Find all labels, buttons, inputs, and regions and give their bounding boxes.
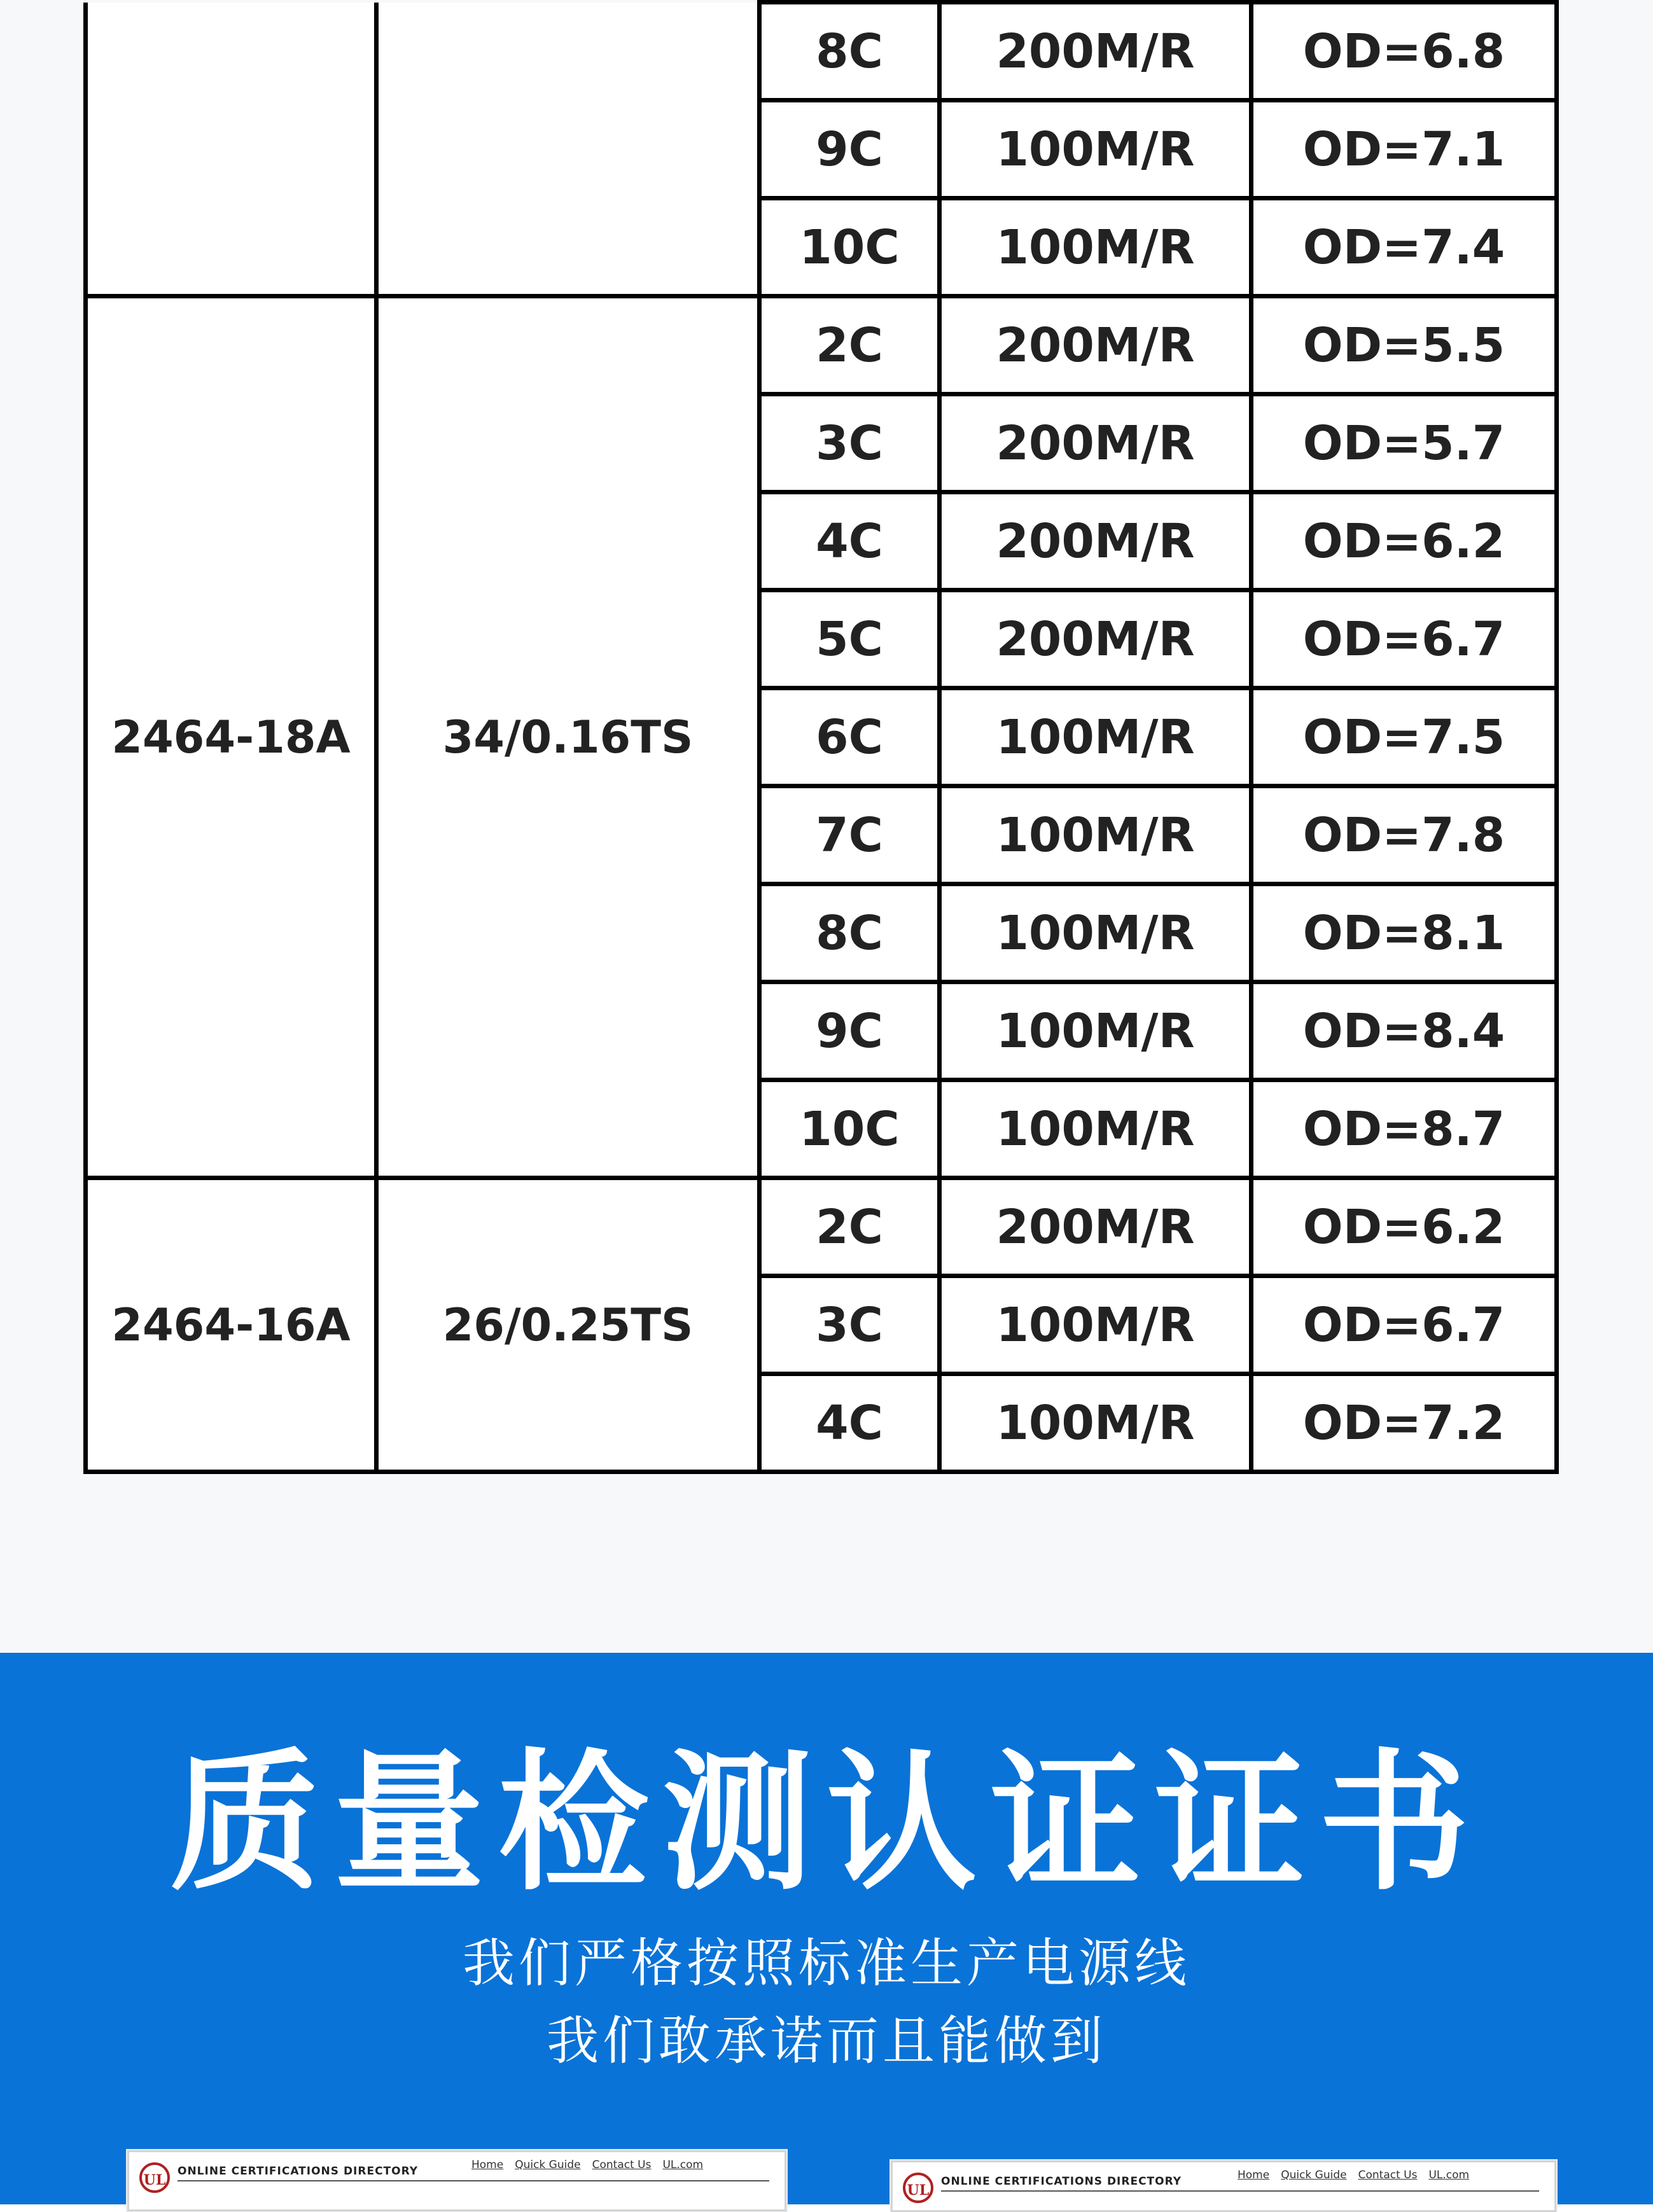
od-cell: OD=8.4 bbox=[1252, 982, 1557, 1080]
cores-cell: 4C bbox=[760, 492, 940, 590]
table-row bbox=[86, 296, 1557, 394]
od-cell: OD=8.7 bbox=[1252, 1080, 1557, 1178]
cores-cell: 6C bbox=[760, 688, 940, 786]
ul-logo-icon: UL bbox=[139, 2162, 170, 2193]
certificate-header-title: ONLINE CERTIFICATIONS DIRECTORY bbox=[941, 2175, 1182, 2188]
cores-cell: 9C bbox=[760, 982, 940, 1080]
od-cell: OD=7.4 bbox=[1252, 198, 1557, 296]
cores-cell: 2C bbox=[760, 1178, 940, 1276]
od-cell: OD=6.8 bbox=[1252, 3, 1557, 101]
length-cell: 200M/R bbox=[940, 3, 1252, 101]
od-cell: OD=6.2 bbox=[1252, 1178, 1557, 1276]
cores-cell: 3C bbox=[760, 1276, 940, 1374]
od-cell: OD=8.1 bbox=[1252, 884, 1557, 982]
conductor-cell: 26/0.25TS bbox=[377, 1178, 760, 1472]
length-cell: 100M/R bbox=[940, 786, 1252, 884]
cores-cell: 9C bbox=[760, 101, 940, 198]
od-cell: OD=6.7 bbox=[1252, 590, 1557, 688]
nav-link-ul-com[interactable]: UL.com bbox=[662, 2159, 704, 2171]
length-cell: 100M/R bbox=[940, 1276, 1252, 1374]
length-cell: 100M/R bbox=[940, 101, 1252, 198]
cores-cell: 7C bbox=[760, 786, 940, 884]
length-cell: 100M/R bbox=[940, 982, 1252, 1080]
nav-link-contact-us[interactable]: Contact Us bbox=[592, 2159, 652, 2171]
cable-spec-table bbox=[83, 0, 1559, 1474]
certificate-nav bbox=[471, 2159, 703, 2171]
model-cell: 2464-18A bbox=[86, 296, 377, 1178]
certificate-thumbnail-left[interactable] bbox=[127, 2150, 786, 2211]
od-cell: OD=7.2 bbox=[1252, 1374, 1557, 1472]
ul-logo-icon: UL bbox=[903, 2173, 933, 2203]
length-cell: 100M/R bbox=[940, 1374, 1252, 1472]
od-cell: OD=6.7 bbox=[1252, 1276, 1557, 1374]
certificate-header-rule bbox=[178, 2180, 769, 2181]
length-cell: 200M/R bbox=[940, 492, 1252, 590]
model-cell: 2464-16A bbox=[86, 1178, 377, 1472]
nav-link-quick-guide[interactable]: Quick Guide bbox=[1281, 2169, 1347, 2181]
certification-banner bbox=[0, 1653, 1653, 2204]
table-body bbox=[86, 3, 1557, 1472]
nav-link-home[interactable]: Home bbox=[1238, 2169, 1270, 2181]
conductor-cell: 34/0.16TS bbox=[377, 296, 760, 1178]
cores-cell: 10C bbox=[760, 198, 940, 296]
model-cell bbox=[86, 3, 377, 296]
length-cell: 200M/R bbox=[940, 1178, 1252, 1276]
certificate-header-title: ONLINE CERTIFICATIONS DIRECTORY bbox=[178, 2165, 419, 2178]
nav-link-ul-com[interactable]: UL.com bbox=[1428, 2169, 1470, 2181]
nav-link-contact-us[interactable]: Contact Us bbox=[1358, 2169, 1418, 2181]
cores-cell: 3C bbox=[760, 394, 940, 492]
od-cell: OD=7.5 bbox=[1252, 688, 1557, 786]
od-cell: OD=7.1 bbox=[1252, 101, 1557, 198]
od-cell: OD=7.8 bbox=[1252, 786, 1557, 884]
length-cell: 100M/R bbox=[940, 884, 1252, 982]
cores-cell: 4C bbox=[760, 1374, 940, 1472]
length-cell: 100M/R bbox=[940, 198, 1252, 296]
nav-link-quick-guide[interactable]: Quick Guide bbox=[515, 2159, 581, 2171]
od-cell: OD=5.5 bbox=[1252, 296, 1557, 394]
length-cell: 200M/R bbox=[940, 590, 1252, 688]
length-cell: 100M/R bbox=[940, 1080, 1252, 1178]
cores-cell: 8C bbox=[760, 3, 940, 101]
banner-subtitle-1: 我们严格按照标准生产电源线 bbox=[462, 1933, 1190, 1994]
od-cell: OD=6.2 bbox=[1252, 492, 1557, 590]
table-row bbox=[86, 1178, 1557, 1276]
banner-subtitle-2: 我们敢承诺而且能做到 bbox=[546, 2011, 1106, 2071]
cores-cell: 5C bbox=[760, 590, 940, 688]
cores-cell: 2C bbox=[760, 296, 940, 394]
od-cell: OD=5.7 bbox=[1252, 394, 1557, 492]
certificate-nav bbox=[1238, 2169, 1469, 2181]
banner-title: 质量检测认证证书 bbox=[169, 1734, 1483, 1910]
nav-link-home[interactable]: Home bbox=[471, 2159, 504, 2171]
cores-cell: 10C bbox=[760, 1080, 940, 1178]
length-cell: 200M/R bbox=[940, 394, 1252, 492]
certificate-header-rule bbox=[941, 2190, 1539, 2192]
table-row bbox=[86, 3, 1557, 101]
length-cell: 200M/R bbox=[940, 296, 1252, 394]
cores-cell: 8C bbox=[760, 884, 940, 982]
conductor-cell bbox=[377, 3, 760, 296]
length-cell: 100M/R bbox=[940, 688, 1252, 786]
